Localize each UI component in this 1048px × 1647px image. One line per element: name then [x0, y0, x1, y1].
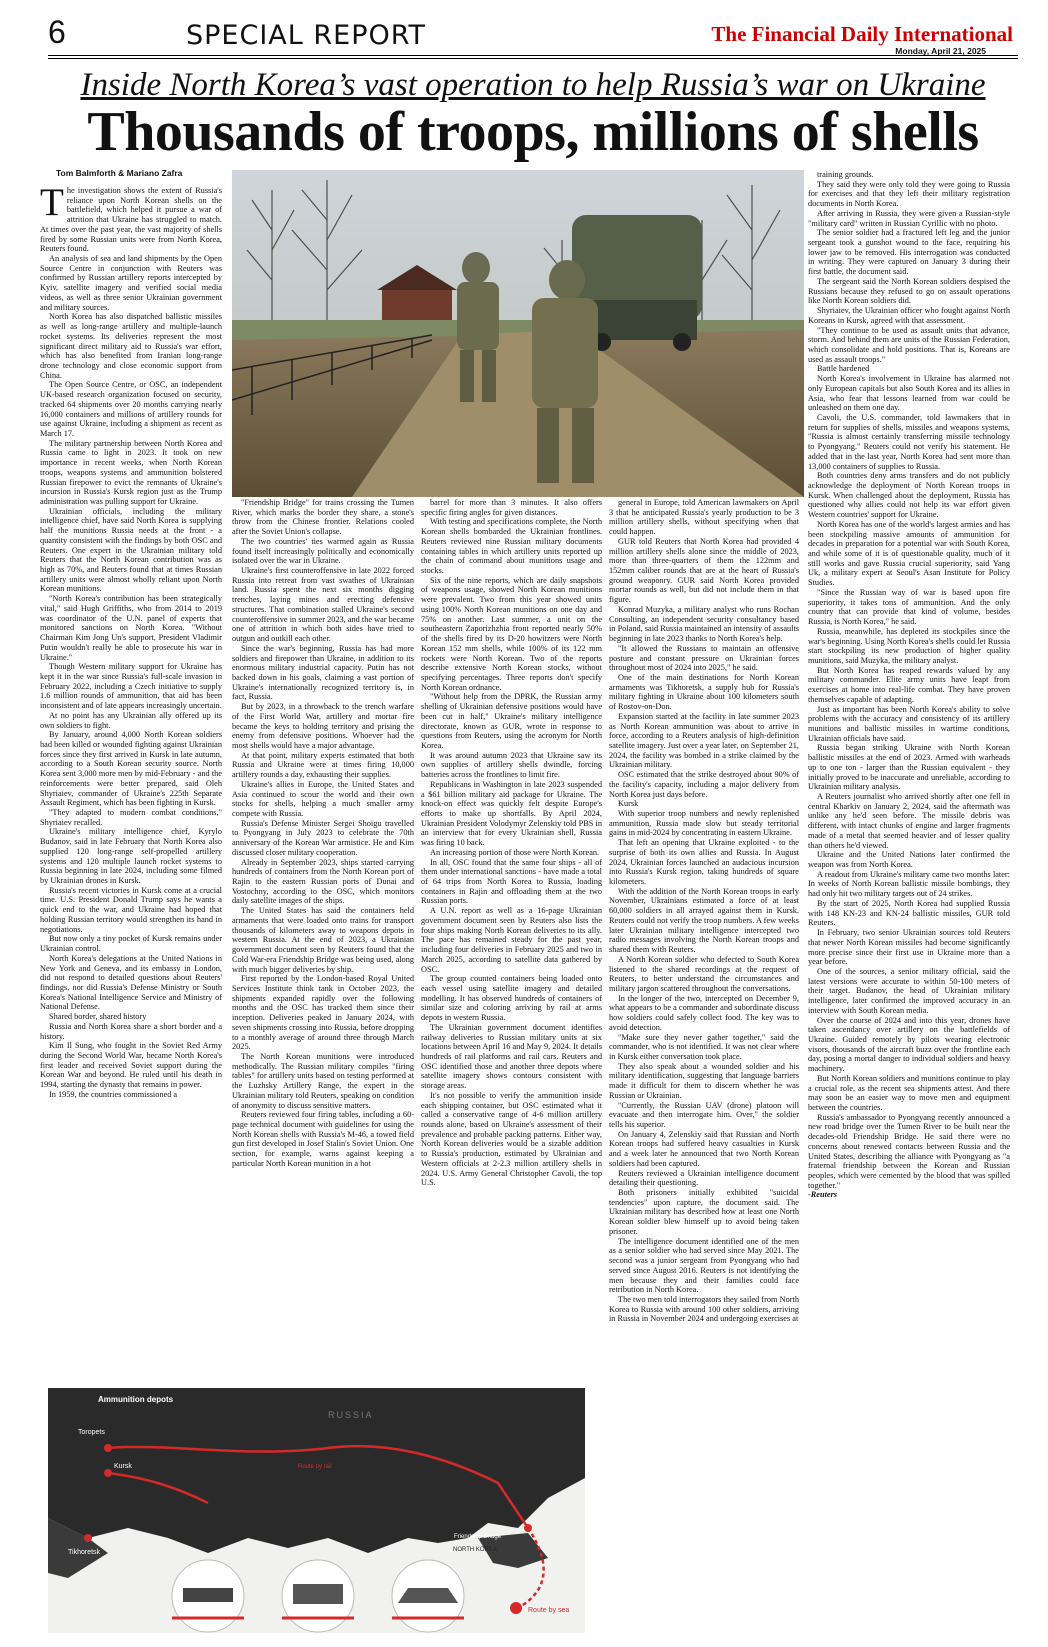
article-paragraph: Russia and North Korea share a short border and a history.: [40, 1021, 222, 1041]
article-paragraph: But by 2023, in a throwback to the trench warfare of the First World War, artillery and mortar fire became the keys to holding territory and prising the enemy from defensive positions. Whoever had the most shells would have a major advantage.: [232, 702, 414, 750]
article-paragraph: In the longer of the two, intercepted on December 9, what appears to be a commander and subordinate discuss how soldiers could safely collect food. The key was to avoid detection.: [609, 993, 799, 1032]
article-paragraph: Though Western military support for Ukraine has kept it in the war since Russia's full-scale invasion in February 2022, including a Czech initiative to supply 1.6 million rounds of ammunition, that aid has been inconsistent and of late appears increasingly uncertain.: [40, 662, 222, 711]
map-graphic: [48, 1388, 585, 1633]
article-paragraph: Russia's ambassador to Pyongyang recently announced a new road bridge over the Tumen River to be built near the decades-old Friendship Bridge. He said there were no concerns about renewed contacts between Russia and the United States, describing the alliance with Pyongyang as "a fraternal friendship between the Korean and Russian peoples, which were cemented by the blood that was spilled together.": [808, 1112, 1010, 1190]
article-paragraph: At no point has any Ukrainian ally offered up its own soldiers to fight.: [40, 710, 222, 730]
article-paragraph: They said they were only told they were going to Russia for exercises and that they left their military registration documents in North Korea.: [808, 179, 1010, 209]
map-label-bridge: Friendship Bridge: [454, 1534, 502, 1540]
article-paragraph: Konrad Muzyka, a military analyst who runs Rochan Consulting, an independent security consultancy based in Poland, said Russia maintained an intensity of assaults beginning in late 2023 thanks to North Korea's help.: [609, 604, 799, 644]
map-label-rail: Route by rail: [298, 1464, 332, 1470]
map-label-sea-route: Route by sea: [528, 1607, 570, 1614]
ammunition-route-map: [48, 1388, 585, 1633]
article-paragraph: A U.N. report as well as a 16-page Ukrainian government document seen by Reuters also lists the four ships making North Korean deliveries to its ally. The pace has remained steady for the past year, including four deliveries in February 2025 and two in March 2025, according to satellite data gathered by OSC.: [421, 906, 602, 974]
map-title: Ammunition depots: [98, 1395, 174, 1404]
article-paragraph: "Without help from the DPRK, the Russian army shelling of Ukrainian defensive positions would have been cut in half," Ukraine's military intelligence directorate, known as GUR, wrote in response to questions from Reuters, using the acronym for North Korea.: [421, 692, 602, 750]
article-paragraph: North Korea's delegations at the United Nations in New York and Geneva, and its embassy in London, did not respond to detailed questions about Reuters' findings, nor did Russia's Defense Ministry or South Korea's National Intelligence Service and Ministry of National Defense.: [40, 953, 222, 1012]
article-paragraph: With testing and specifications complete, the North Korean shells bombarded the Ukrainian frontlines. Reuters reviewed nine Russian military documents containing tables in which artillery units reported up the chain of command about munitions usage and stocks.: [421, 517, 602, 576]
column-5-paragraphs: [808, 170, 1010, 1190]
article-paragraph: In 1959, the countries commissioned a: [49, 1089, 178, 1099]
map-label-toropets: Toropets: [78, 1429, 105, 1436]
article-headline: Thousands of troops, millions of shells: [87, 101, 979, 163]
article-paragraph: It's not possible to verify the ammunition inside each shipping container, but OSC estimated what it called a conservative range of 4-6 million artillery rounds alone, based on Ukraine's assessment of their prevalence and probable packing patterns. Either way, North Korean deliveries would be a sizable addition to Russia's production, estimated by Ukrainian and Western officials at 2-2.3 million artillery shells in 2024. U.S. Army General Christopher Cavoli, the top U.S.: [421, 1090, 602, 1188]
article-paragraph: Ukraine and the United Nations later confirmed the weapon was from North Korea.: [808, 850, 1010, 870]
article-paragraph: An analysis of sea and land shipments by the Open Source Centre in conjunction with Reuters was confirmed by Russian artillery reports intercepted by Kyiv, satellite imagery and verified social media videos, as well as three senior Ukrainian government and military sources.: [40, 254, 222, 312]
article-paragraph: Both countries deny arms transfers and do not publicly acknowledge the deployment of North Korean troops in Kursk. When challenged about the deployment, Russia has questioned why allies could not help its war effort given Western countries' support for Ukraine.: [808, 471, 1010, 520]
article-paragraph: A readout from Ukraine's military came two months later: In weeks of North Korean ballistic missile bombings, they had only hit two military targets out of 24 strikes.: [808, 869, 1010, 899]
article-column-5: [808, 170, 1010, 1638]
map-label-russia: RUSSIA: [328, 1410, 374, 1420]
article-paragraph: But North Korean soldiers and munitions continue to play a crucial role, as the recent sea shipments attest. And there may soon be an easier way to move men and equipment between the countries.: [808, 1073, 1010, 1112]
article-paragraph: "Make sure they never gather together," said the commander, who is not identified. It was not clear where in Kursk either conversation took place.: [609, 1032, 799, 1061]
article-paragraph: Since the war's beginning, Russia has had more soldiers and firepower than Ukraine, in addition to its enormous military industrial capacity. Putin has not backed down in his goals, claiming a vast portion of Ukraine's internationally recognized territory is, in fact, Russia.: [232, 643, 414, 702]
article-paragraph: The two men told interrogators they sailed from North Korea to Russia with around 100 other soldiers, arriving in Russia in November 2024 and undergoing exercises at: [609, 1294, 799, 1324]
article-paragraph: North Korea has also dispatched ballistic missiles as well as long-range artillery and multiple-launch rocket systems. Its deliveries represent the most significant direct military aid to Russia's war effort, which has also benefited from Iranian long-range drone technology and close economic support from China.: [40, 312, 222, 380]
article-paragraph: Kursk: [618, 799, 639, 809]
article-column-1: [40, 186, 222, 1388]
article-paragraph: One of the main destinations for North Korean armaments was Tikhoretsk, a supply hub for Russia's military fighting in Ukraine about 100 kilometers south of Rostov-on-Don.: [609, 672, 799, 712]
article-paragraph: "They adapted to modern combat conditions," Shyriaiev recalled.: [40, 808, 222, 827]
masthead: The Financial Daily International: [711, 22, 1013, 46]
article-paragraph: North Korea has one of the world's largest armies and has been stockpiling massive amounts of ammunition for decades in preparation for a potential war with South Korea, and while some of it is of questionable quality, much of it still works and gave Russia crucial superiority, said Yang Uk, a military expert at Seoul's Asan Institute for Policy Studies.: [808, 519, 1010, 588]
article-paragraph: "Since the Russian way of war is based upon fire superiority, it takes tons of ammunition. And the only country that can provide that kind of volume, besides Russia, is North Korea," he said.: [808, 587, 1010, 627]
article-paragraph: Ukraine's military intelligence chief, Kyrylo Budanov, said in late February that North Korea also supplied 120 long-range self-propelled artillery systems and 120 multiple launch rocket systems to Russia beginning in late 2024, including some filmed by Ukrainian drones in Kursk.: [40, 827, 222, 886]
article-paragraph: "North Korea's contribution has been strategically vital," said Hugh Griffiths, who from 2014 to 2019 was coordinator of the U.N. panel of experts that monitored sanctions on North Korea. "Without Chairman Kim Jong Un's support, President Vladimir Putin wouldn't really be able to prosecute his war in Ukraine.": [40, 594, 222, 662]
article-paragraph: With superior troop numbers and newly replenished ammunition, Russia made slow but steady territorial gains in mid-2024 by concentrating in eastern Ukraine.: [609, 809, 799, 838]
article-paragraph: Russia began striking Ukraine with North Korean ballistic missiles at the end of 2023. Armed with warheads up to one ton - larger than the Russian equivalent - they initially proved to be inaccurate and unreliable, according to Ukrainian military analysis.: [808, 743, 1010, 792]
article-paragraph: It was around autumn 2023 that Ukraine saw its own supplies of artillery shells dwindle, forcing batteries across the frontlines to limit fire.: [421, 750, 602, 780]
map-label-tikhoretsk: Tikhoretsk: [68, 1549, 101, 1556]
article-paragraph: GUR told Reuters that North Korea had provided 4 million artillery shells alone since the middle of 2023, more than three-quarters of them the 122mm and 152mm caliber rounds that are at the heart of Russia's ground weaponry. GUR said North Korea provided mortar rounds as well, but did not include them in that figure.: [609, 536, 799, 605]
article-paragraph: A Reuters journalist who arrived shortly after one fell in central Kharkiv on January 2, 2024, said the aftermath was unlike any he'd seen before. The missile debris was different, with intact chunks of engine and larger fragments made of a metal that seemed heavier and of lesser quality than others he'd viewed.: [808, 792, 1010, 850]
article-paragraph: Cavoli, the U.S. commander, told lawmakers that in return for supplies of shells, missiles and weapons systems, "Russia is almost certainly transferring missile technology to Pyongyang." Reuters could not verify his statement. He added that in the last year, North Korea had sent more than 13,000 containers of supplies to Russia.: [808, 412, 1010, 471]
article-paragraph: Expansion started at the facility in late summer 2023 as North Korean ammunition was about to arrive in force, according to a Reuters analysis of high-definition satellite imagery. Just over a year later, on September 21, 2024, the facility was bombed in a strike claimed by the Ukrainian military.: [609, 711, 799, 770]
article-paragraph: In February, two senior Ukrainian sources told Reuters that newer North Korean missiles had become significantly more precise since their first use in Ukraine more than a year before.: [808, 928, 1010, 967]
article-paragraph: barrel for more than 3 minutes. It also offers specific firing angles for given distances.: [421, 498, 602, 517]
map-inset-circles: [172, 1560, 464, 1632]
article-paragraph: The military partnership between North Korea and Russia came to light in 2023. It took on new importance in recent weeks, when North Korean troops, weapons systems and ammunition bolstered Russian firepower to evict the remnants of Ukraine's incursion in Russia's Kursk region just as the Trump administration was pulling support for Ukraine.: [40, 438, 222, 506]
article-paragraph: "It allowed the Russians to maintain an offensive posture and constant pressure on Ukrainian forces throughout most of 2024 into 2025," he said.: [609, 643, 799, 673]
map-label-kursk: Kursk: [114, 1463, 132, 1470]
article-paragraph: Republicans in Washington in late 2023 suspended a $61 billion military aid package for Ukraine. The knock-on effect was quickly felt despite Europe's efforts to make up shortfalls. By April 2024, Ukrainian President Volodymyr Zelenskiy told PBS in an interview that for every Ukrainian shell, Russia was firing 10 back.: [421, 779, 602, 848]
article-paragraph: Ukraine's first counteroffensive in late 2022 forced Russia into retreat from vast swathes of Ukrainian land. Russia spent the next six months digging trenches, laying mines and erecting defensive structures. That combination stalled Ukraine's second counteroffensive in summer 2023, and the war became one of attrition in which both sides have tried to outgun and outkill each other.: [232, 566, 414, 644]
article-paragraph: On January 4, Zelenskiy said that Russian and North Korean troops had suffered heavy casualties in Kursk and a week later he announced that two North Korean soldiers had been captured.: [609, 1129, 799, 1168]
header-rule-thin: [48, 58, 1018, 59]
article-paragraph: One of the sources, a senior military official, said the latest versions were accurate to within 50-100 meters of their target. Budanov, the head of Ukrainian military intelligence, later confirmed the improved accuracy in an interview with South Korean media.: [808, 966, 1010, 1015]
column-3-paragraphs: [421, 498, 602, 1188]
article-paragraph: In all, OSC found that the same four ships - all of them under international sanctions - have made a total of 64 trips from North Korea to Russia, loading containers in Rajin and offloading them at the two Russian ports.: [421, 857, 602, 906]
article-column-3: [421, 498, 602, 1388]
soldiers-photo: [232, 170, 804, 497]
section-title: SPECIAL REPORT: [186, 20, 427, 51]
article-kicker: Inside North Korea’s vast operation to help Russia’s war on Ukraine: [80, 67, 986, 103]
article-paragraph: By the start of 2025, North Korea had supplied Russia with 148 KN-23 and KN-24 ballistic missiles, GUR told Reuters.: [808, 898, 1010, 928]
column-4-paragraphs: [609, 498, 799, 1324]
header-rule: [48, 55, 1018, 56]
article-paragraph: But North Korea has reaped rewards valued by any military commander. Elite army units have leapt from exercises at home into real-life combat. They have proven themselves capable of adapting.: [808, 665, 1010, 704]
article-paragraph: The Open Source Centre, or OSC, an independent UK-based research organization focused on security, tracked 64 shipments over 20 months carrying nearly 16,000 containers and millions of artillery rounds for use against Ukraine, including a shipment as recent as March 17.: [40, 380, 222, 438]
article-paragraph: "Friendship Bridge" for trains crossing the Tumen River, which marks the border they share, a stone's throw from the Chinese frontier. Relations cooled after the Soviet Union's collapse.: [232, 498, 414, 537]
article-paragraph: First reported by the London-based Royal United Services Institute think tank in October 2023, the shipments expanded rapidly over the following months and the OSC has tracked them since their inception. Deliveries peaked in January 2024, with seven shipments crossing into Russia, before dropping to a monthly average of around three through March 2025.: [232, 974, 414, 1052]
article-paragraph: The senior soldier had a fractured left leg and the junior sergeant took a gunshot wound to the face, requiring his lower jaw to be removed. His interrogation was conducted in writing. They were captured on January 3 during their first battle, the document said.: [808, 228, 1010, 277]
article-paragraph: Already in September 2023, ships started carrying hundreds of containers from the North Korean port of Rajin to the eastern Russian ports of Dunai and Vostochny, according to the OSC, which monitors daily satellite images of the ships.: [232, 857, 414, 906]
article-paragraph: he investigation shows the extent of Russia's reliance upon North Korean shells on the battlefield, which helped it pursue a war of attrition that Ukraine has struggled to match. At times over the past year, the vast majority of shells fired by some Russian units were from North Korea, Reuters found.: [40, 186, 222, 254]
article-paragraph: Russia's Defense Minister Sergei Shoigu travelled to Pyongyang in July 2023 to celebrate the 70th anniversary of the Korean War armistice. He and Kim discussed closer military cooperation.: [232, 818, 414, 857]
dropcap: T: [40, 186, 64, 224]
article-paragraph: The two countries' ties warmed again as Russia found itself increasingly politically and economically isolated over the war in Ukraine.: [232, 536, 414, 566]
article-paragraph: After arriving in Russia, they were given a Russian-style "military card" written in Russian Cyrillic with no photo.: [808, 208, 1010, 228]
article-paragraph: Just as important has been North Korea's ability to solve problems with the accuracy and consistency of its artillery munitions and ballistic missiles in wartime conditions, Ukrainian officials have said.: [808, 704, 1010, 743]
article-paragraph: The group counted containers being loaded onto each vessel using satellite imagery and detailed modelling. It has observed hundreds of containers of similar size and coloring arriving by rail at arms depots in western Russia.: [421, 974, 602, 1023]
article-paragraph: But now only a tiny pocket of Kursk remains under Ukrainian control.: [40, 934, 222, 954]
article-paragraph: Ukrainian officials, including the military intelligence chief, have said North Korea is supplying half the munitions Russia needs at the front - a quantity consistent with the findings by both OSC and Reuters. One expert in the Ukrainian military told Reuters that the North Korean contribution was as high as 70%, and Reuters found that at times Russian artillery units were almost wholly reliant upon North Korean munitions.: [40, 506, 222, 594]
article-paragraph: The Ukrainian government document identifies railway deliveries to Russian military units at six locations between April 16 and May 9, 2024. It details hundreds of rail platforms and rail cars. Reuters and OSC identified those and another three depots where satellite imagery shows contours consistent with storage areas.: [421, 1022, 602, 1091]
byline: Tom Balmforth & Mariano Zafra: [56, 168, 183, 178]
article-column-4: [609, 498, 799, 1638]
article-paragraph: Battle hardened: [817, 364, 870, 374]
article-paragraph: Reuters reviewed a Ukrainian intelligence document detailing their questioning.: [609, 1168, 799, 1188]
wire-credit: -Reuters: [808, 1190, 838, 1200]
article-paragraph: Shared border, shared history: [49, 1012, 147, 1022]
article-paragraph: North Korea's involvement in Ukraine has alarmed not only European capitals but also South Korea and its allies in Asia, who fear that lessons learned from war could be unleashed on them one day.: [808, 374, 1010, 413]
column-1-paragraphs: [40, 186, 222, 1100]
article-paragraph: Shyriaiev, the Ukrainian officer who fought against North Koreans in Kursk, agreed with that assessment.: [808, 306, 1010, 325]
map-label-north-korea: NORTH KOREA: [453, 1547, 497, 1553]
article-paragraph: By January, around 4,000 North Korean soldiers had been killed or wounded fighting against Ukrainian forces since they first arrived in Kursk in late autumn, according to a South Korean security source. North Korea sent 3,000 more men by mid-February - and the reinforcements were better prepared, said Oleh Shyriaiev, commander of Ukraine's 225th Separate Assault Regiment, which has been fighting in Kursk.: [40, 730, 222, 808]
column-2-paragraphs: [232, 498, 414, 1169]
page-number: 6: [48, 14, 66, 50]
article-paragraph: Russia's recent victories in Kursk come at a crucial time. U.S. President Donald Trump says he wants a quick end to the war, and Ukraine had hoped that holding Russian territory would strengthen its hand in negotiations.: [40, 885, 222, 934]
article-paragraph: With the addition of the North Korean troops in early November, Ukrainians estimated a force of at least 60,000 soldiers in all arrayed against them in Kursk. Reuters could not verify the troop numbers. A few weeks later Ukrainian military intelligence intercepted two radio messages involving the North Korean troops and shared them with Reuters.: [609, 886, 799, 955]
article-paragraph: "They continue to be used as assault units that advance, storm. And behind them are units of the Russian Federation, which consolidate and hold positions. That is, Koreans are used as assault troops.": [808, 325, 1010, 364]
article-paragraph: Russia, meanwhile, has depleted its stockpiles since the war's beginning. Using North Korea's shells could let Russia start stockpiling its new production of higher quality munitions, said Muzyka, the military analyst.: [808, 626, 1010, 665]
article-paragraph: Over the course of 2024 and into this year, drones have taken ascendancy over artillery on the battlefields of Ukraine. Guided remotely by pilots wearing electronic visors, thousands of the aircraft buzz over the frontline each day, posing a mortal danger to individual soldiers and heavy machinery.: [808, 1015, 1010, 1074]
issue-date: Monday, April 21, 2025: [895, 46, 986, 56]
article-paragraph: OSC estimated that the strike destroyed about 90% of the facility's capacity, including a major delivery from North Korea just days before.: [609, 770, 799, 799]
article-paragraph: "Currently, the Russian UAV (drone) platoon will evacuate and then interrogate him. Over," the soldier tells his superior.: [609, 1100, 799, 1129]
article-paragraph: At that point, military experts estimated that both Russia and Ukraine were at times firing 10,000 artillery rounds a day, exhausting their supplies.: [232, 750, 414, 780]
photo-illustration: [232, 170, 804, 497]
article-paragraph: An increasing portion of those were North Korean.: [430, 847, 600, 857]
article-paragraph: Kim Il Sung, who fought in the Soviet Red Army during the Second World War, became North Korea's first leader and received Soviet support during the Korean War and beyond. He ruled until his death in 1994, starting the dynasty that remains in power.: [40, 1041, 222, 1090]
article-paragraph: They also speak about a wounded soldier and his military identification, suggesting that language barriers made it difficult for them to discern whether he was Russian or Ukrainian.: [609, 1061, 799, 1100]
article-paragraph: Ukraine's allies in Europe, the United States and Asia continued to scour the world and their own stocks for shells, helping a much smaller army compete with Russia.: [232, 779, 414, 818]
article-paragraph: The North Korean munitions were introduced methodically. The Russian military compiles "firing tables" for artillery units based on testing performed at the Luzhsky Artillery Range, the expert in the Ukrainian military told Reuters, speaking on condition of anonymity to discuss sensitive matters.: [232, 1051, 414, 1110]
article-paragraph: training grounds.: [817, 170, 874, 179]
article-paragraph: The sergeant said the North Korean soldiers despised the Russians because they refused to go on assault operations like North Korean soldiers did.: [808, 276, 1010, 306]
article-column-2: [232, 498, 414, 1388]
article-paragraph: Both prisoners initially exhibited "suicidal tendencies" upon capture, the document said. The Ukrainian military has described how at least one North Korean soldier blew himself up to avoid being taken prisoner.: [609, 1188, 799, 1236]
article-paragraph: Reuters reviewed four firing tables, including a 60-page technical document with guidelines for using the North Korean shells with Russia's M-46, a towed field gun first developed in Josef Stalin's Soviet Union. One section, for example, warns against keeping a particular North Korean munition in a hot: [232, 1110, 414, 1168]
article-paragraph: A North Korean soldier who defected to South Korea listened to the shared recordings at the request of Reuters, to better understand the circumstances and military jargon scattered throughout the conversations.: [609, 954, 799, 993]
article-paragraph: general in Europe, told American lawmakers on April 3 that he anticipated Russia's yearly production to be 3 million artillery shells, without specifying when that could happen.: [609, 498, 799, 537]
article-paragraph: The intelligence document identified one of the men as a senior soldier who had served since May 2021. The second was a junior sergeant from Pyongyang who had served since August 2016. Reuters is not identifying the men because they and their families could face retribution in North Korea.: [609, 1236, 799, 1295]
article-paragraph: Six of the nine reports, which are daily snapshots of weapons usage, showed North Korean munitions were prevalent. Two from this year showed units using 100% North Korean munitions on one day and 75% on another. Last summer, a unit on the southeastern Zaporizhzhia front reported nearly 50% of the shells fired by its D-20 howitzers were North Korean 152 mm shells, while 100% of its 122 mm rockets were North Korean. Two of the reports describe extensive North Korean stocks, without specifying percentages. Three reports don't specify North Korean ordnance.: [421, 575, 602, 692]
article-paragraph: That left an opening that Ukraine exploited - to the surprise of both its own allies and Russia. In August 2024, Ukrainian forces launched an audacious incursion into Russia's Kursk region, taking hundreds of square kilometers.: [609, 838, 799, 887]
article-paragraph: The United States has said the containers held armaments that were loaded onto trains for transport thousands of kilometers away to weapons depots in western Russia. At the end of 2023, a Ukrainian government document seen by Reuters found that the Cold War-era Friendship Bridge was being used, along with much bigger deliveries by ship.: [232, 906, 414, 974]
